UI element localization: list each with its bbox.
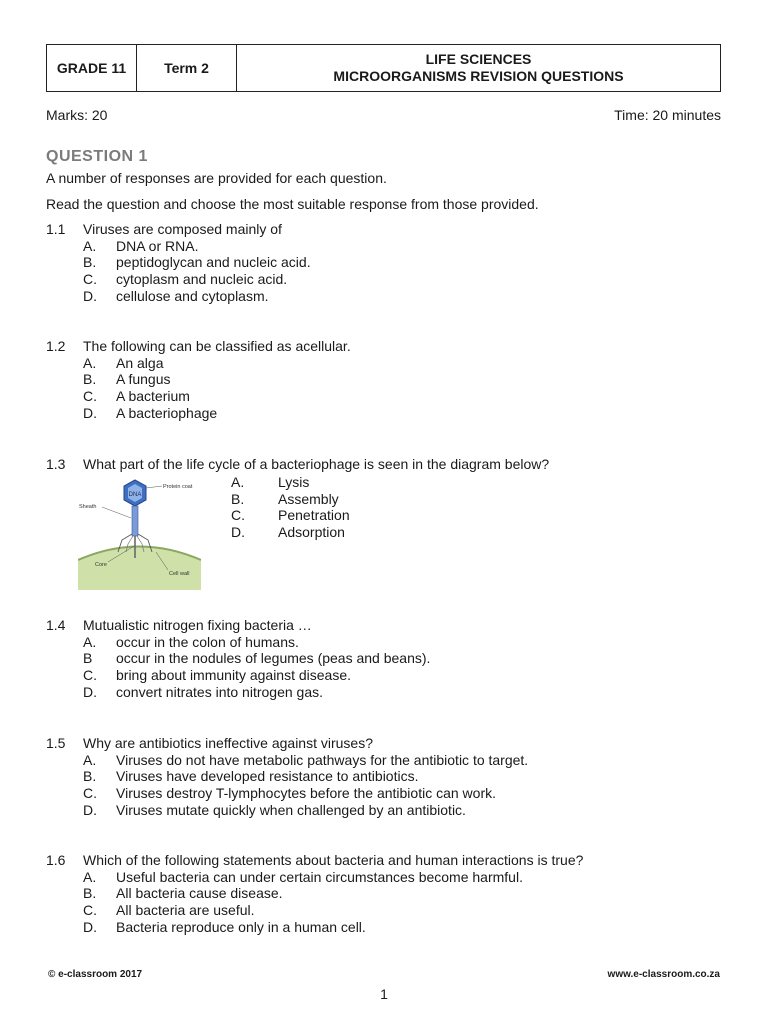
option-d: D. cellulose and cytoplasm. [83, 287, 269, 304]
option-c: C. cytoplasm and nucleic acid. [83, 271, 288, 288]
instruction-line-1: A number of responses are provided for each question. [46, 170, 387, 186]
topic-title: MICROORGANISMS REVISION QUESTIONS [333, 68, 624, 84]
option-a: A. An alga [83, 354, 164, 371]
question-number: 1.4 [46, 617, 66, 633]
option-b: B. Assembly [231, 490, 339, 507]
question-stem: Which of the following statements about bacteria and human interactions is true? [83, 852, 584, 868]
question-stem: What part of the life cycle of a bacteriophage is seen in the diagram below? [83, 456, 550, 472]
option-c: C. All bacteria are useful. [83, 902, 255, 919]
option-c: C. Viruses destroy T-lymphocytes before the antibiotic can work. [83, 785, 496, 802]
footer-copyright: © e-classroom 2017 [48, 969, 143, 980]
question-heading: QUESTION 1 [46, 148, 148, 165]
option-d: D. Adsorption [231, 524, 345, 541]
option-a: A. Useful bacteria can under certain circumstances become harmful. [83, 868, 523, 885]
option-a: A. occur in the colon of humans. [83, 633, 299, 650]
cell-wall-label: Cell wall [169, 571, 190, 577]
time-label: Time: 20 minutes [614, 107, 721, 123]
question-number: 1.2 [46, 338, 66, 354]
question-number: 1.5 [46, 735, 66, 751]
option-a: A. Lysis [231, 474, 310, 490]
option-b: B. peptidoglycan and nucleic acid. [83, 254, 311, 271]
page-number: 1 [380, 986, 388, 1002]
option-b: B. A fungus [83, 371, 171, 388]
question-number: 1.6 [46, 852, 66, 868]
option-d: D. A bacteriophage [83, 404, 218, 421]
question-1-3-options [231, 474, 350, 541]
instruction-line-2: Read the question and choose the most suitable response from those provided. [46, 196, 539, 212]
option-b: B. All bacteria cause disease. [83, 885, 283, 902]
option-a: A. DNA or RNA. [83, 237, 199, 254]
grade-cell: GRADE 11 [47, 45, 137, 91]
question-stem: Viruses are composed mainly of [83, 221, 282, 237]
option-a: A. Viruses do not have metabolic pathways for the antibiotic to target. [83, 751, 529, 768]
question-stem: Mutualistic nitrogen fixing bacteria … [83, 617, 312, 633]
option-b: B occur in the nodules of legumes (peas and beans). [83, 650, 431, 667]
option-d: D. convert nitrates into nitrogen gas. [83, 683, 324, 700]
dna-label: DNA [128, 492, 142, 498]
question-1-2 [46, 338, 351, 422]
option-c: C. A bacterium [83, 388, 190, 405]
question-stem: Why are antibiotics ineffective against viruses? [83, 735, 373, 751]
core-label: Core [95, 562, 107, 568]
title-cell [237, 45, 720, 91]
question-1-1 [46, 221, 311, 305]
option-d: D. Viruses mutate quickly when challenged by an antibiotic. [83, 801, 466, 818]
bacteriophage-diagram [78, 478, 201, 590]
question-stem: The following can be classified as acellular. [83, 338, 351, 354]
marks-label: Marks: 20 [46, 107, 108, 123]
term-cell: Term 2 [137, 45, 237, 91]
question-number: 1.1 [46, 221, 66, 237]
tail-sheath [132, 506, 138, 536]
subject-title: LIFE SCIENCES [425, 51, 532, 67]
question-number: 1.3 [46, 456, 66, 472]
option-d: D. Bacteria reproduce only in a human cell. [83, 918, 366, 935]
question-1-6 [46, 852, 583, 936]
sheath-label: Sheath [79, 504, 97, 510]
question-1-5 [46, 735, 528, 819]
protein-coat-label: Protein coat [163, 484, 193, 490]
footer-website: www.e-classroom.co.za [607, 969, 720, 980]
question-1-3 [46, 456, 549, 473]
header-table [46, 44, 721, 92]
option-b: B. Viruses have developed resistance to antibiotics. [83, 768, 419, 785]
option-c: C. Penetration [231, 507, 350, 524]
option-c: C. bring about immunity against disease. [83, 667, 352, 684]
question-1-4 [46, 617, 430, 701]
